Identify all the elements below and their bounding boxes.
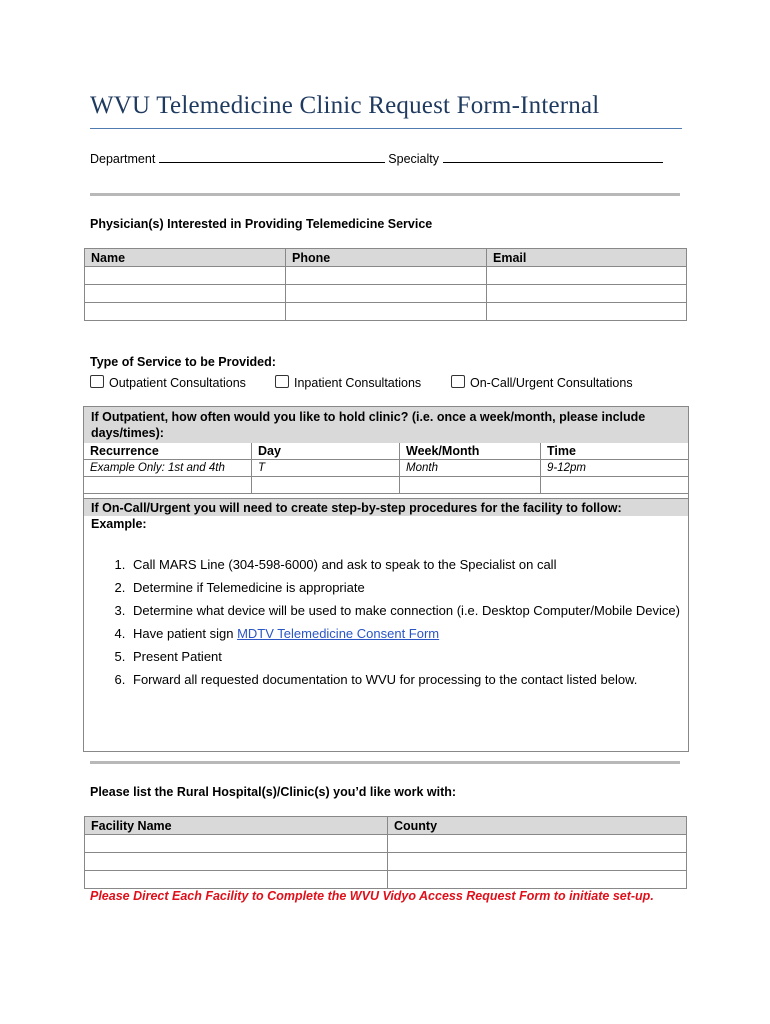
- email-cell[interactable]: [487, 285, 687, 303]
- outpatient-question: If Outpatient, how often would you like to hold clinic? (i.e. once a week/month, please include days/times):: [84, 407, 688, 443]
- list-item: 3. Determine what device will be used to make connection (i.e. Desktop Computer/Mobile Device): [129, 599, 689, 622]
- list-item: 2. Determine if Telemedicine is appropriate: [129, 576, 689, 599]
- example-label: Example:: [91, 517, 147, 531]
- column-header-week-month: Week/Month: [400, 443, 541, 460]
- section-divider: [90, 193, 680, 196]
- list-item: [129, 622, 689, 645]
- procedure-steps: [106, 553, 689, 691]
- physicians-heading: Physician(s) Interested in Providing Telemedicine Service: [90, 217, 433, 231]
- list-item: 1. Call MARS Line (304-598-6000) and ask to speak to the Specialist on call: [129, 553, 689, 576]
- oncall-label: On-Call/Urgent Consultations: [470, 376, 633, 390]
- example-day[interactable]: T: [252, 460, 400, 477]
- example-week-month[interactable]: Month: [400, 460, 541, 477]
- time-cell[interactable]: [541, 477, 689, 494]
- table-row: [85, 303, 687, 321]
- name-cell[interactable]: [85, 303, 286, 321]
- rural-heading: Please list the Rural Hospital(s)/Clinic(s) you’d like work with:: [90, 785, 457, 799]
- phone-cell[interactable]: [286, 285, 487, 303]
- oncall-heading: If On-Call/Urgent you will need to create step-by-step procedures for the facility to follow:: [84, 498, 688, 516]
- schedule-table: [84, 443, 688, 494]
- county-cell[interactable]: [388, 853, 687, 871]
- phone-cell[interactable]: [286, 303, 487, 321]
- recurrence-cell[interactable]: [84, 477, 252, 494]
- specialty-field[interactable]: [443, 151, 663, 163]
- county-cell[interactable]: [388, 871, 687, 889]
- list-item: 5. Present Patient: [129, 645, 689, 668]
- page-title: WVU Telemedicine Clinic Request Form-Internal: [90, 92, 600, 119]
- table-row: [84, 477, 688, 494]
- outpatient-label: Outpatient Consultations: [109, 376, 246, 390]
- table-row: [85, 285, 687, 303]
- phone-cell[interactable]: [286, 267, 487, 285]
- name-cell[interactable]: [85, 267, 286, 285]
- column-header-facility-name: Facility Name: [85, 817, 388, 835]
- inpatient-checkbox[interactable]: [275, 375, 289, 388]
- specialty-label: Specialty: [388, 152, 440, 166]
- step-text: Have patient sign: [133, 626, 238, 641]
- list-item: 6. Forward all requested documentation to WVU for processing to the contact listed below.: [129, 668, 689, 691]
- column-header-county: County: [388, 817, 687, 835]
- department-field[interactable]: [159, 151, 385, 163]
- column-header-time: Time: [541, 443, 689, 460]
- oncall-option[interactable]: [451, 375, 633, 390]
- example-time[interactable]: 9-12pm: [541, 460, 689, 477]
- column-header-email: Email: [487, 249, 687, 267]
- column-header-name: Name: [85, 249, 286, 267]
- facility-instruction-note: Please Direct Each Facility to Complete the WVU Vidyo Access Request Form to initiate set-up.: [90, 889, 654, 903]
- facility-name-cell[interactable]: [85, 853, 388, 871]
- service-type-heading: Type of Service to be Provided:: [90, 355, 276, 369]
- column-header-day: Day: [252, 443, 400, 460]
- consent-form-link[interactable]: MDTV Telemedicine Consent Form: [237, 626, 440, 641]
- week-month-cell[interactable]: [400, 477, 541, 494]
- county-cell[interactable]: [388, 835, 687, 853]
- outpatient-oncall-block: [83, 406, 689, 752]
- department-specialty-line: [90, 151, 663, 166]
- facility-name-cell[interactable]: [85, 835, 388, 853]
- table-row: [85, 871, 687, 889]
- department-label: Department: [90, 152, 156, 166]
- outpatient-checkbox[interactable]: [90, 375, 104, 388]
- oncall-checkbox[interactable]: [451, 375, 465, 388]
- section-divider: [90, 761, 680, 764]
- table-row: [84, 460, 688, 477]
- outpatient-option[interactable]: [90, 375, 246, 390]
- facilities-table: [84, 816, 687, 889]
- title-underline: [90, 128, 682, 129]
- physicians-table: [84, 248, 687, 321]
- column-header-phone: Phone: [286, 249, 487, 267]
- facility-name-cell[interactable]: [85, 871, 388, 889]
- example-recurrence[interactable]: Example Only: 1st and 4th: [84, 460, 252, 477]
- table-row: [85, 267, 687, 285]
- day-cell[interactable]: [252, 477, 400, 494]
- column-header-recurrence: Recurrence: [84, 443, 252, 460]
- table-row: [85, 835, 687, 853]
- email-cell[interactable]: [487, 303, 687, 321]
- inpatient-label: Inpatient Consultations: [294, 376, 422, 390]
- name-cell[interactable]: [85, 285, 286, 303]
- inpatient-option[interactable]: [275, 375, 421, 390]
- table-row: [85, 853, 687, 871]
- email-cell[interactable]: [487, 267, 687, 285]
